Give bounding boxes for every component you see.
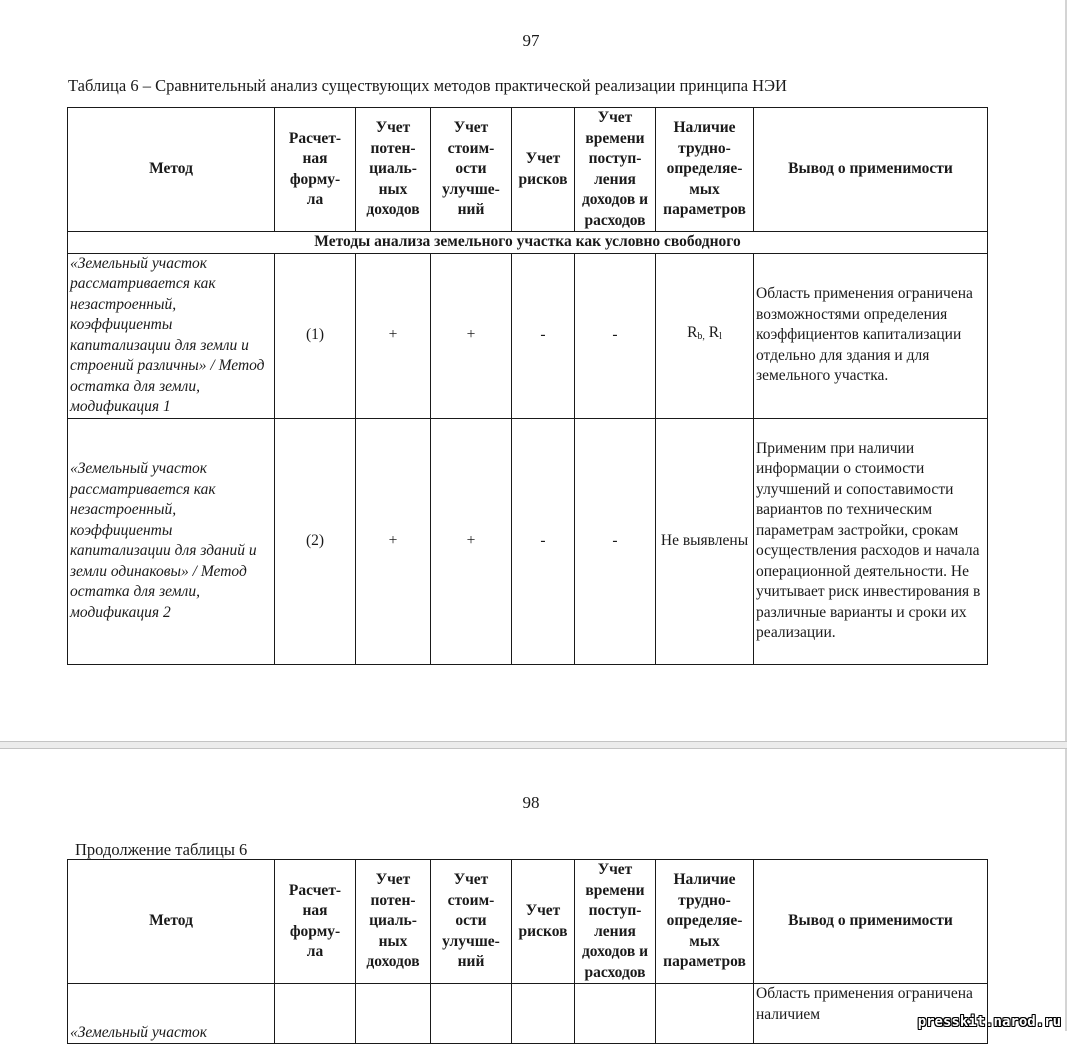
header-conclusion: Вывод о применимости: [754, 108, 988, 232]
potential-income-cell: [356, 984, 431, 1044]
header-method: Метод: [68, 108, 275, 232]
method-cell: «Земельный участок рассматривается как незастроенный, коэффициенты капитализации для зданий и земли одинаковы» / Метод остатка для земли, модификация 2: [68, 418, 275, 664]
timing-cell: [575, 984, 656, 1044]
table-header-row: [68, 108, 988, 232]
header-conclusion: Вывод о применимости: [754, 860, 988, 984]
table-caption: Таблица 6 – Сравнительный анализ существующих методов практической реализации принципа НЭИ: [68, 76, 787, 95]
header-method: Метод: [68, 860, 275, 984]
page-number: 97: [522, 31, 540, 50]
header-hard-params: Наличие трудно- определяе- мых параметров: [656, 108, 754, 232]
header-risks: Учет рисков: [512, 860, 575, 984]
conclusion-cell: Область применения ограничена наличием: [754, 984, 988, 1044]
timing-cell: -: [575, 253, 656, 418]
comparison-table: [67, 107, 988, 665]
header-risks: Учет рисков: [512, 108, 575, 232]
risks-cell: -: [512, 418, 575, 664]
header-improvement-cost: Учет стоим- ости улучше- ний: [431, 860, 512, 984]
section-row: [68, 232, 988, 254]
risks-cell: -: [512, 253, 575, 418]
method-cell: «Земельный участок рассматривается как незастроенный, коэффициенты капитализации для земли и строений различны» / Метод остатка для земли, модификация 1: [68, 253, 275, 418]
conclusion-cell: Применим при наличии информации о стоимости улучшений и сопоставимости вариантов по техническим параметрам застройки, срокам осуществления расходов и начала операционной деятельности. Не учитывает риск инвестирования в различные варианты и сроки их реализации.: [754, 418, 988, 664]
header-potential-income: Учет потен- циаль- ных доходов: [356, 108, 431, 232]
improvement-cost-cell: +: [431, 253, 512, 418]
hard-params-cell: Не выявлены: [656, 418, 754, 664]
section-title: Методы анализа земельного участка как условно свободного: [68, 232, 988, 254]
improvement-cost-cell: +: [431, 418, 512, 664]
header-formula: Расчет- ная форму- ла: [275, 860, 356, 984]
timing-cell: -: [575, 418, 656, 664]
hard-params-cell: [656, 984, 754, 1044]
header-potential-income: Учет потен- циаль- ных доходов: [356, 860, 431, 984]
conclusion-cell: Область применения ограничена возможностями определения коэффициентов капитализации отдельно для здания и для земельного участка.: [754, 253, 988, 418]
page-separator: [0, 741, 1067, 749]
header-hard-params: Наличие трудно- определяе- мых параметров: [656, 860, 754, 984]
formula-cell: (2): [275, 418, 356, 664]
hard-params-cell: $R_{b,}$ $R_l$: [656, 253, 754, 418]
formula-cell: [275, 984, 356, 1044]
table-header-row: [68, 860, 988, 984]
page-number: 98: [522, 793, 540, 812]
formula-cell: (1): [275, 253, 356, 418]
header-timing: Учет времени поступ- ления доходов и расходов: [575, 108, 656, 232]
document-page-98: [0, 749, 1067, 1041]
watermark: presskit.narod.ru: [917, 1014, 1061, 1030]
risks-cell: [512, 984, 575, 1044]
potential-income-cell: +: [356, 253, 431, 418]
comparison-table-continued: [67, 859, 988, 1044]
potential-income-cell: +: [356, 418, 431, 664]
method-cell: «Земельный участок: [68, 984, 275, 1044]
header-timing: Учет времени поступ- ления доходов и расходов: [575, 860, 656, 984]
table-row: [68, 984, 988, 1044]
table-continuation-caption: Продолжение таблицы 6: [75, 840, 248, 859]
header-improvement-cost: Учет стоим- ости улучше- ний: [431, 108, 512, 232]
header-formula: Расчет- ная форму- ла: [275, 108, 356, 232]
improvement-cost-cell: [431, 984, 512, 1044]
table-row: [68, 418, 988, 664]
table-row: [68, 253, 988, 418]
